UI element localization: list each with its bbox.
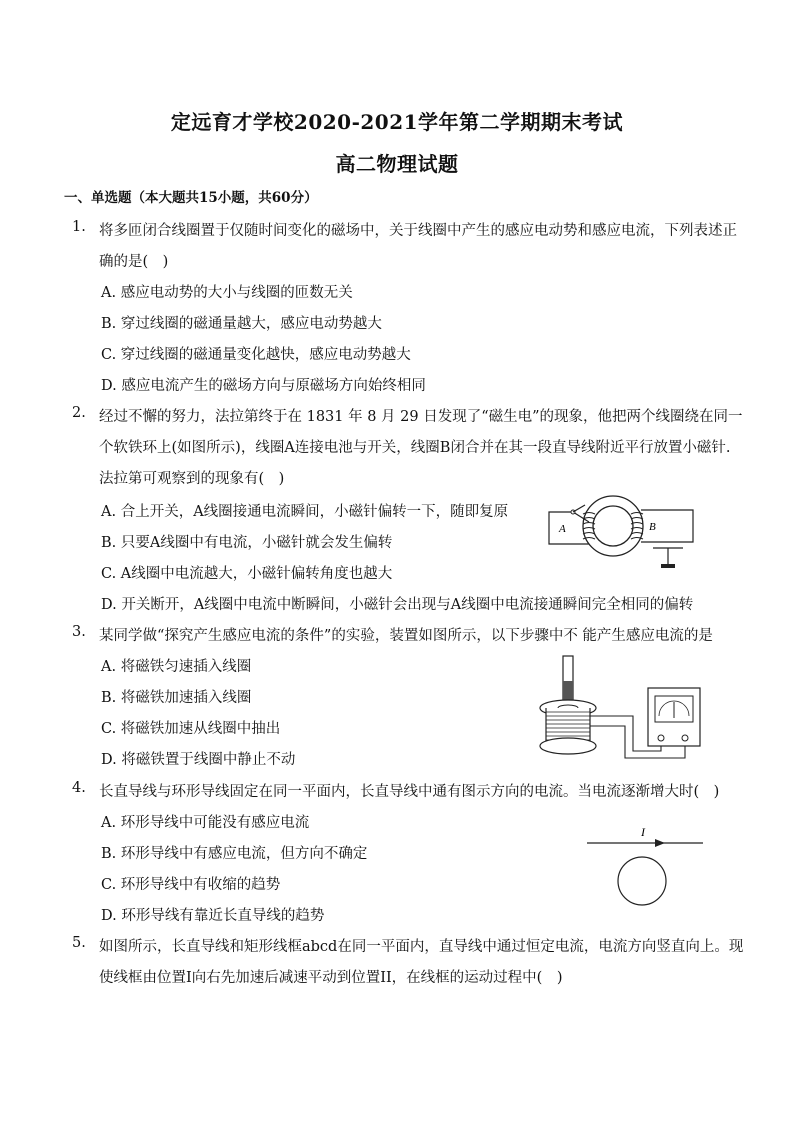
- question-3-number: 3.: [72, 624, 86, 640]
- iron-ring-coils-figure: [543, 492, 703, 572]
- section-heading: 一、单选题（本大题共15小题，共60分）: [64, 190, 318, 206]
- question-4-stem-line-1: 长直导线与环形导线固定在同一平面内，长直导线中通有图示方向的电流。当电流逐渐增大时( ): [99, 784, 720, 800]
- question-2-option-a: A. 合上开关，A线圈接通电流瞬间，小磁针偏转一下，随即复原: [101, 504, 509, 520]
- question-2-number: 2.: [72, 405, 86, 421]
- question-2-stem-line-2: 个软铁环上(如图所示)，线圈A连接电池与开关，线圈B闭合并在其一段直导线附近平行放置小磁针.: [99, 440, 731, 456]
- question-5-stem-line-1: 如图所示，长直导线和矩形线框abcd在同一平面内，直导线中通过恒定电流，电流方向竖直向上。现: [99, 939, 744, 955]
- coil-b-label: B: [649, 521, 656, 533]
- magnet-coil-galvanometer-figure: [533, 656, 708, 766]
- question-4-number: 4.: [72, 780, 86, 796]
- question-1-option-b: B. 穿过线圈的磁通量越大，感应电动势越大: [101, 316, 382, 332]
- school-exam-title: 定远育才学校2020-2021学年第二学期期末考试: [170, 110, 624, 134]
- question-3-option-b: B. 将磁铁加速插入线圈: [101, 690, 252, 706]
- question-1-stem-line-1: 将多匝闭合线圈置于仅随时间变化的磁场中，关于线圈中产生的感应电动势和感应电流，下列表述正: [99, 223, 737, 239]
- question-2-stem-line-3: 法拉第可观察到的现象有( ): [99, 471, 285, 487]
- question-4-option-c: C. 环形导线中有收缩的趋势: [101, 877, 281, 893]
- coil-a-label: A: [559, 523, 566, 535]
- question-1-option-d: D. 感应电流产生的磁场方向与原磁场方向始终相同: [101, 378, 426, 394]
- question-5-number: 5.: [72, 935, 86, 951]
- straight-wire-and-loop-figure: [585, 825, 710, 905]
- subject-title: 高二物理试题: [335, 152, 459, 176]
- question-3-option-d: D. 将磁铁置于线圈中静止不动: [101, 752, 296, 768]
- question-2-option-b: B. 只要A线圈中有电流，小磁针就会发生偏转: [101, 535, 393, 551]
- question-3-option-c: C. 将磁铁加速从线圈中抽出: [101, 721, 281, 737]
- current-label: I: [641, 825, 645, 839]
- question-1-option-a: A. 感应电动势的大小与线圈的匝数无关: [101, 285, 353, 301]
- question-5-stem-line-2: 使线框由位置I向右先加速后减速平动到位置II，在线框的运动过程中( ): [99, 970, 563, 986]
- question-4-option-b: B. 环形导线中有感应电流，但方向不确定: [101, 846, 368, 862]
- question-1-stem-line-2: 确的是( ): [99, 254, 169, 270]
- question-2-stem-line-1: 经过不懈的努力，法拉第终于在 1831 年 8 月 29 日发现了“磁生电”的现象，他把两个线圈绕在同一: [99, 409, 743, 425]
- question-1-option-c: C. 穿过线圈的磁通量变化越快，感应电动势越大: [101, 347, 411, 363]
- question-2-option-d: D. 开关断开，A线圈中电流中断瞬间，小磁针会出现与A线圈中电流接通瞬间完全相同的偏转: [101, 597, 694, 613]
- question-3-stem-line-1: 某同学做“探究产生感应电流的条件”的实验，装置如图所示，以下步骤中不 能产生感应电流的是: [99, 628, 713, 644]
- question-1-number: 1.: [72, 219, 86, 235]
- question-3-option-a: A. 将磁铁匀速插入线圈: [101, 659, 252, 675]
- question-4-option-a: A. 环形导线中可能没有感应电流: [101, 815, 310, 831]
- question-4-option-d: D. 环形导线有靠近长直导线的趋势: [101, 908, 325, 924]
- question-2-option-c: C. A线圈中电流越大，小磁针偏转角度也越大: [101, 566, 393, 582]
